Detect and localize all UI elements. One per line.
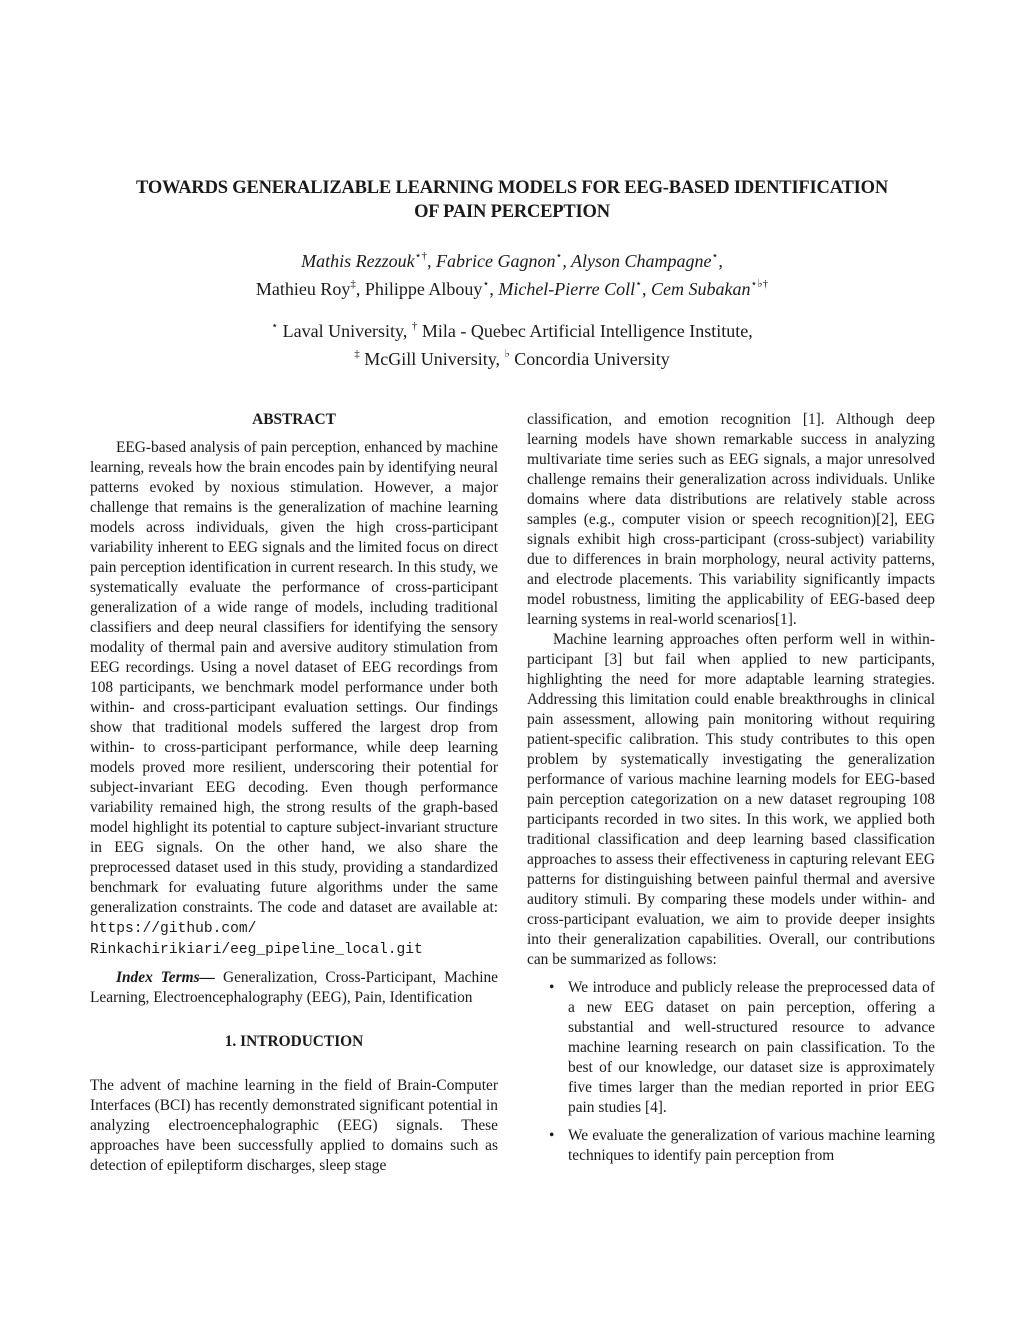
- author-marker: ⋆: [711, 250, 719, 262]
- author-marker: ⋆: [482, 278, 490, 290]
- intro-paragraph-1-cont: classification, and emotion recognition [1]. Although deep learning models have shown remarkable success in analyzing multivariate time series such as EEG signals, a major unresolved challenge remains their generalization across individuals. Unlike domains where data distributions are relatively stable across samples (e.g., computer vision or speech recognition)[2], EEG signals exhibit high cross-participant (cross-subject) variability due to differences in brain morphology, neural activity patterns, and electrode placements. This variability significantly impacts model robustness, limiting the applicability of EEG-based deep learning systems in real-world scenarios[1].: [527, 411, 935, 628]
- introduction-heading: 1. INTRODUCTION: [224, 1033, 364, 1050]
- list-item: • We introduce and publicly release the preprocessed data of a new EEG dataset on pain perception, offering a substantial and well-structured resource to advance machine learning research on pain classification. To the best of our knowledge, our dataset size is approximately five times larger than the median reported in prior EEG pain studies [4].: [527, 978, 935, 1118]
- affiliation-marker: ‡: [354, 348, 360, 360]
- affiliation-name: Concordia University: [514, 349, 670, 369]
- abstract-text: EEG-based analysis of pain perception, enhanced by machine learning, reveals how the brain encodes pain by identifying neural patterns evoked by noxious stimulation. However, a major challenge that remains is the generalization of machine learning models across individuals, given the high cross-participant variability inherent to EEG signals and the limited focus on direct pain perception identification in current research. In this study, we systematically evaluate the performance of cross-participant generalization of a wide range of models, including traditional classifiers and deep neural classifiers for identifying the sensory modality of thermal pain and aversive auditory stimulation from EEG recordings. Using a novel dataset of EEG recordings from 108 participants, we benchmark model performance under both within- and cross-participant evaluation settings. Our findings show that traditional models suffered the largest drop from within- to cross-participant performance, while deep learning models proved more resilient, underscoring their potential for subject-invariant EEG decoding. Even though performance variability remained high, the strong results of the graph-based model highlight its potential to capture subject-invariant structure in EEG signals. On the other hand, we also share the preprocessed dataset used in this study, providing a standardized benchmark for evaluating future algorithms under the same generalization constraints. The code and dataset are available at:: [90, 439, 498, 916]
- author-name: Philippe Albouy: [364, 279, 483, 299]
- author-name: Mathieu Roy: [255, 279, 351, 299]
- title-line-2: OF PAIN PERCEPTION: [414, 202, 610, 222]
- intro-paragraph-1: The advent of machine learning in the field of Brain-Computer Interfaces (BCI) has recently demonstrated significant potential in analyzing electroencephalographic (EEG) signals. These approaches have been successfully applied to domains such as detection of epileptiform discharges, sleep stage: [90, 1077, 498, 1174]
- abstract-body: [90, 438, 498, 960]
- affiliation-line-2: [90, 345, 934, 373]
- abstract-heading: ABSTRACT: [252, 411, 336, 428]
- author-name: Cem Subakan: [651, 279, 751, 299]
- repo-link[interactable]: https://github.com/: [90, 921, 257, 937]
- affiliation-name: Laval University,: [282, 321, 408, 341]
- affiliation-marker: †: [411, 320, 418, 332]
- author-marker: ‡: [350, 278, 356, 290]
- affiliations: [90, 317, 934, 373]
- title-line-1: TOWARDS GENERALIZABLE LEARNING MODELS FOR EEG-BASED IDENTIFICATION: [136, 178, 888, 198]
- contributions-list: [527, 978, 935, 1166]
- author-list: [90, 247, 934, 303]
- list-item: • We evaluate the generalization of various machine learning techniques to identify pain perception from: [527, 1126, 935, 1166]
- author-line-1: Mathis Rezzouk⋆†, Fabrice Gagnon⋆, Alyson Champagne⋆,: [301, 250, 723, 271]
- author-name: Michel-Pierre Coll: [498, 279, 636, 299]
- index-terms: [90, 968, 498, 1008]
- intro-paragraph-2: Machine learning approaches often perform well in within-participant [3] but fail when applied to new participants, highlighting the need for more adaptable learning strategies. Addressing this limitation could enable breakthroughs in clinical pain assessment, allowing pain monitoring without requiring patient-specific calibration. This study contributes to this open problem by systematically investigating the generalization performance of various machine learning models for EEG-based pain perception categorization on a new dataset regrouping 108 participants recorded in two sites. In this work, we applied both traditional classification and deep learning based classification approaches to assess their effectiveness in capturing relevant EEG patterns for distinguishing between painful thermal and aversive auditory stimuli. By comparing these models under within- and cross-participant evaluation, we aim to provide deeper insights into their generalization capabilities. Overall, our contributions can be summarized as follows:: [527, 631, 935, 968]
- author-name: Alyson Champagne: [571, 251, 712, 271]
- author-name: Fabrice Gagnon: [435, 251, 556, 271]
- right-column: [527, 410, 935, 1174]
- author-marker: ⋆†: [414, 250, 427, 262]
- author-marker: ⋆: [555, 250, 563, 262]
- author-name: Mathis Rezzouk: [301, 251, 415, 271]
- affiliation-marker: ♭: [504, 348, 510, 360]
- affiliation-line-1: [90, 317, 934, 345]
- affiliation-name: McGill University,: [364, 349, 501, 369]
- affiliation-marker: ⋆: [271, 320, 279, 332]
- index-terms-text: Generalization, Cross-Participant, Machine Learning, Electroencephalography (EEG), Pain, Identification: [90, 969, 498, 1006]
- affiliation-name: Mila - Quebec Artificial Intelligence Institute,: [421, 321, 753, 341]
- repo-link-cont[interactable]: Rinkachirikiari/eeg_pipeline_local.git: [90, 942, 423, 958]
- author-line-2: Mathieu Roy‡, Philippe Albouy⋆, Michel-Pierre Coll⋆, Cem Subakan⋆♭†: [255, 278, 769, 299]
- author-marker: ⋆♭†: [750, 278, 769, 290]
- index-terms-label: Index Terms—: [116, 969, 215, 986]
- paper-title: [90, 176, 934, 224]
- left-column: [90, 410, 498, 1176]
- author-marker: ⋆: [635, 278, 643, 290]
